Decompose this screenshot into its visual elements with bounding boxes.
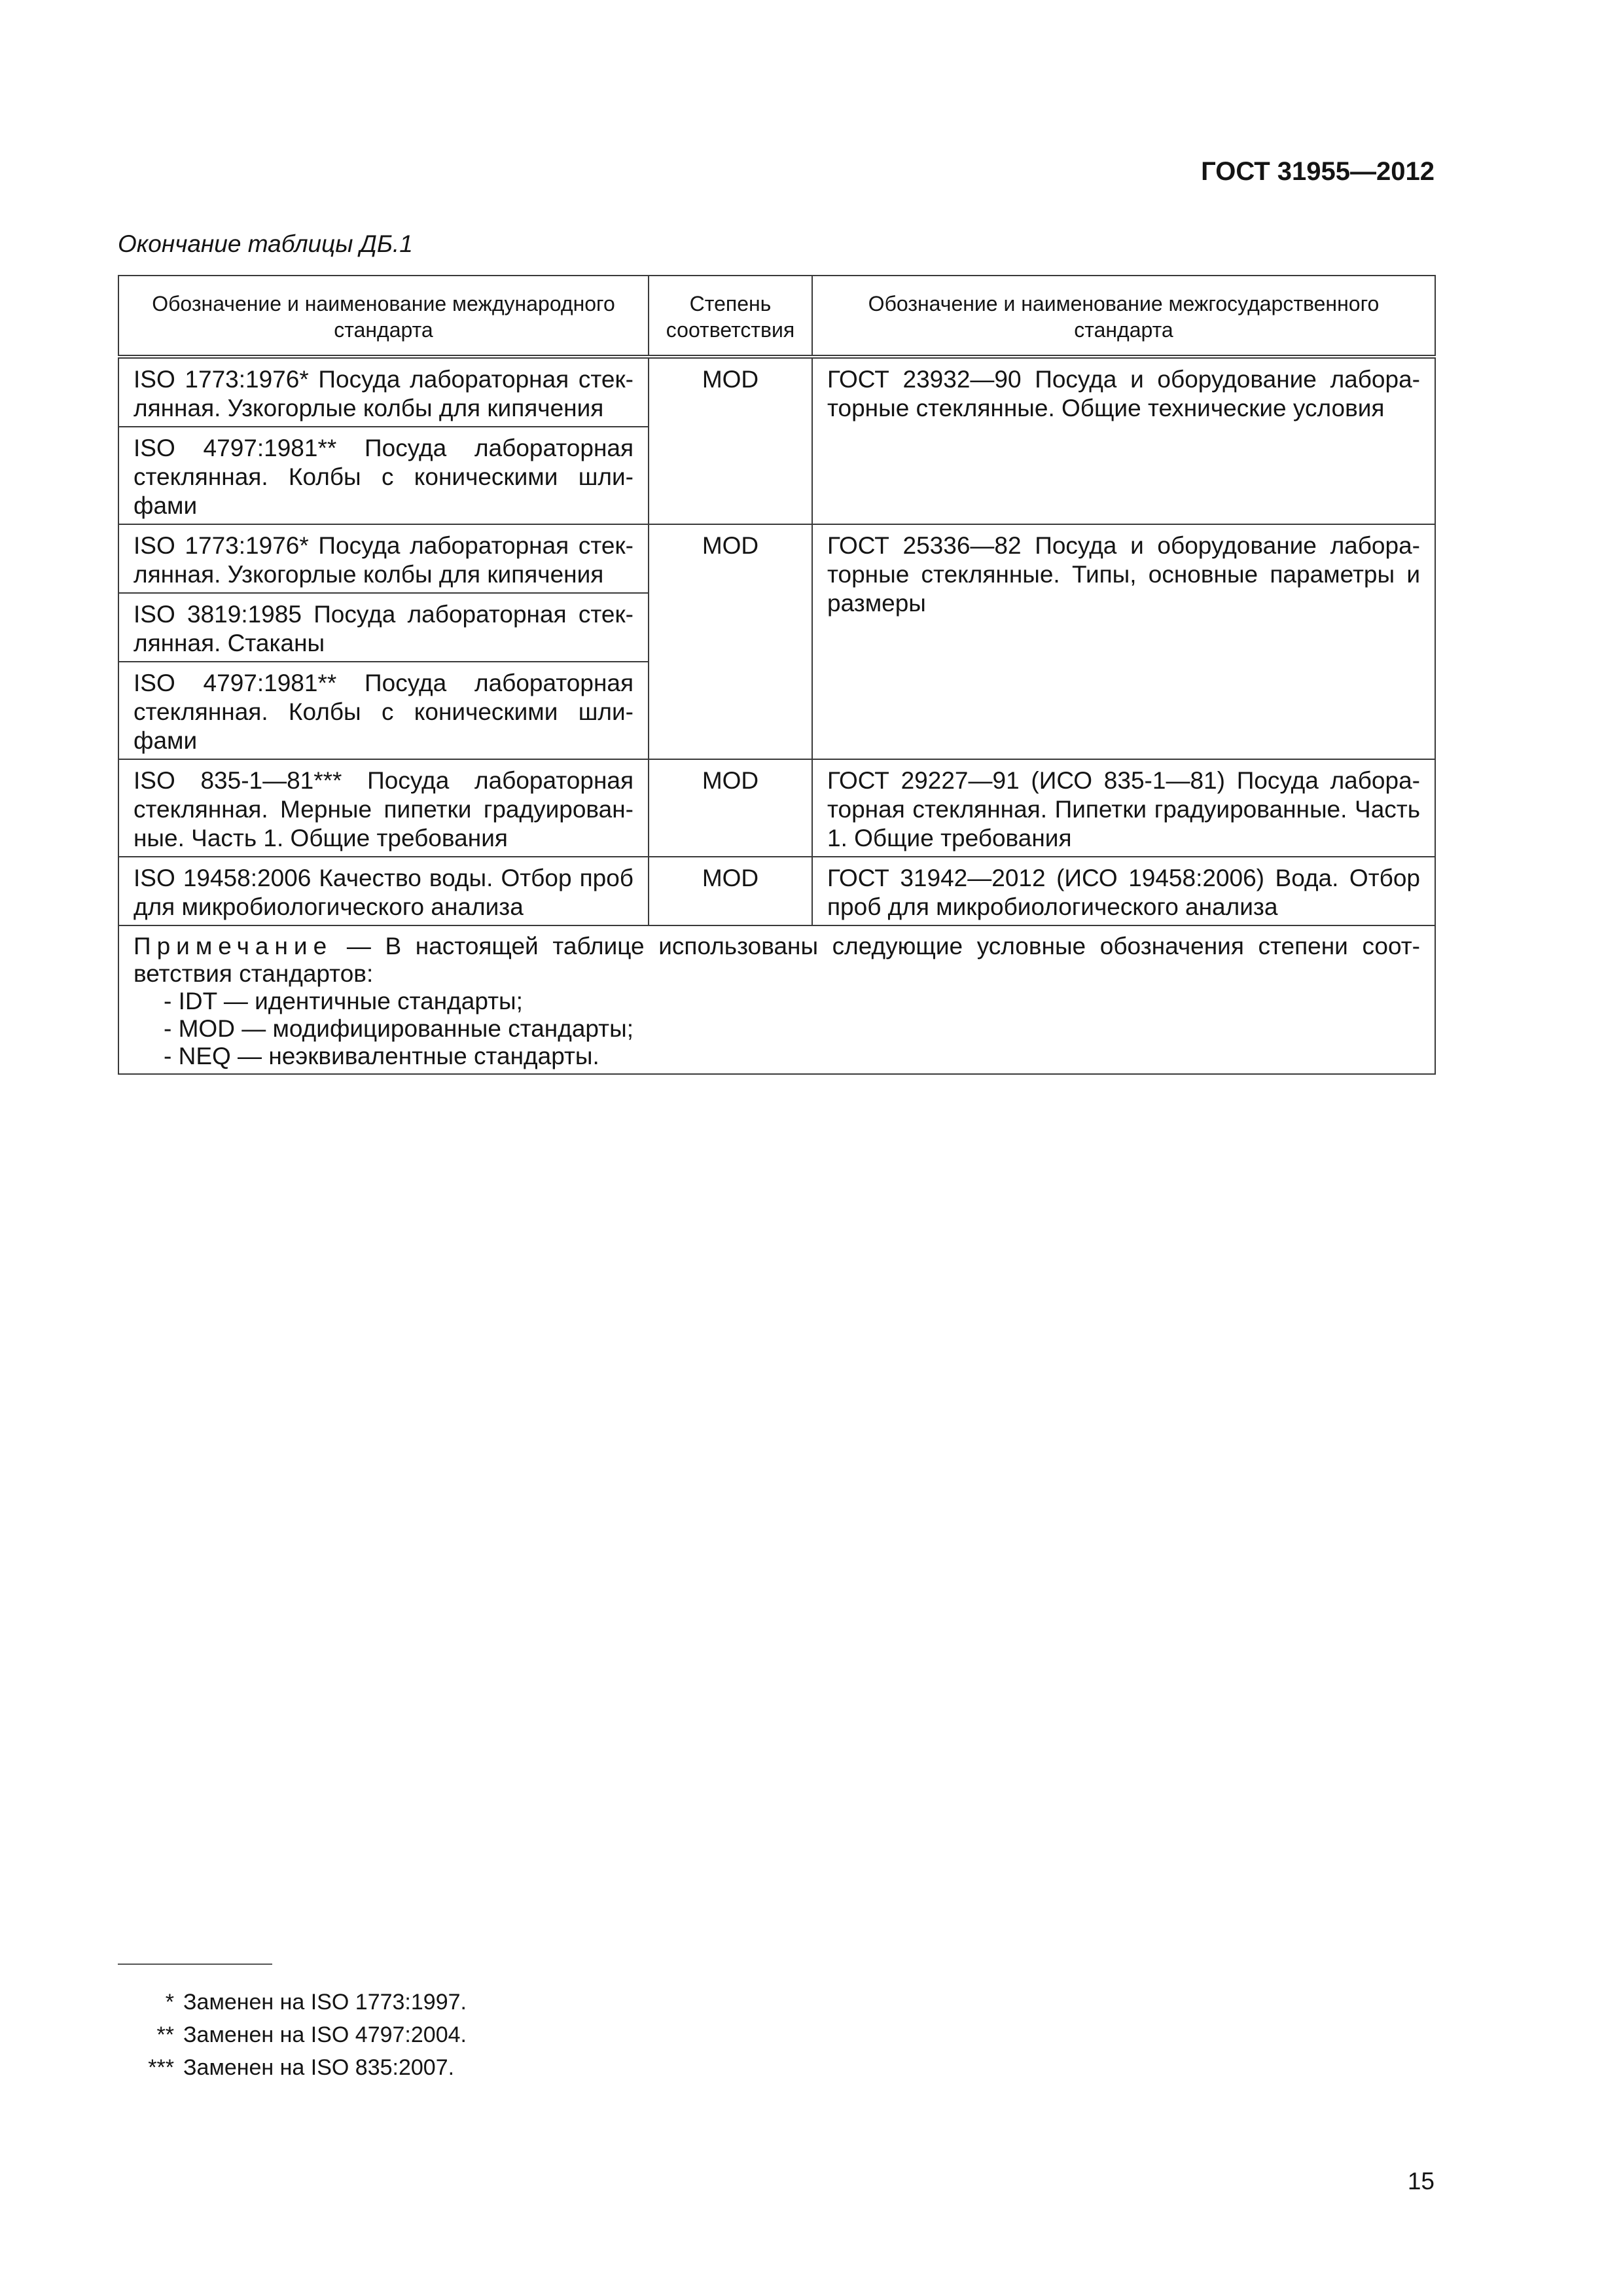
interstate-standard-cell: ГОСТ 29227—91 (ИСО 835-1—81) Посуда лабора-торная стеклянная. Пипетки градуированные. Часть 1. Общие требования: [812, 759, 1435, 857]
intl-standard-cell: ISO 1773:1976* Посуда лабораторная стек-лянная. Узкогорлые колбы для кипячения: [118, 357, 649, 427]
note-row: [118, 925, 1435, 1074]
note-list-item: - MOD — модифицированные стандарты;: [164, 1015, 633, 1042]
intl-standard-cell: ISO 4797:1981** Посуда лабораторная стеклянная. Колбы с коническими шли-фами: [118, 662, 649, 759]
footnote-text: Заменен на ISO 835:2007.: [183, 2055, 455, 2080]
header-interstate-standard: Обозначение и наименование межгосударственного стандарта: [812, 276, 1435, 357]
intl-standard-cell: ISO 19458:2006 Качество воды. Отбор проб для микробиологического анализа: [118, 857, 649, 925]
header-intl-standard: Обозначение и наименование международного стандарта: [118, 276, 649, 357]
table-row: [118, 857, 1435, 925]
interstate-standard-cell: ГОСТ 25336—82 Посуда и оборудование лабора-торные стеклянные. Типы, основные параметры и размеры: [812, 524, 1435, 759]
intl-standard-cell: ISO 4797:1981** Посуда лабораторная стеклянная. Колбы с коническими шли-фами: [118, 427, 649, 524]
table-caption: Окончание таблицы ДБ.1: [118, 230, 413, 257]
page-number: 15: [1407, 2168, 1435, 2195]
intl-standard-cell: ISO 1773:1976* Посуда лабораторная стек-лянная. Узкогорлые колбы для кипячения: [118, 524, 649, 593]
interstate-standard-cell: ГОСТ 31942—2012 (ИСО 19458:2006) Вода. Отбор проб для микробиологического анализа: [812, 857, 1435, 925]
intl-standard-cell: ISO 835-1—81*** Посуда лабораторная стеклянная. Мерные пипетки градуирован-ные. Часть 1. Общие требования: [118, 759, 649, 857]
footnote-text: Заменен на ISO 1773:1997.: [183, 1990, 467, 2015]
table-row: [118, 759, 1435, 857]
note-list-item: - NEQ — неэквивалентные стандарты.: [164, 1043, 599, 1069]
table-row: [118, 357, 1435, 427]
note-list-item: - IDT — идентичные стандарты;: [164, 988, 523, 1014]
degree-cell: MOD: [649, 857, 812, 925]
intl-standard-cell: ISO 3819:1985 Посуда лабораторная стек-лянная. Стаканы: [118, 593, 649, 662]
table-note: [118, 925, 1435, 1074]
footnote-separator: [118, 1964, 272, 1965]
table-row: [118, 524, 1435, 593]
footnote-mark: *: [165, 1990, 174, 2015]
note-text: — В настоящей таблице использованы следующие условные обозначения степени соот-ветствия стандартов:: [134, 933, 1420, 987]
footnote-mark: **: [156, 2022, 174, 2047]
header-degree: Степень соответствия: [649, 276, 812, 357]
degree-cell: MOD: [649, 357, 812, 524]
degree-cell: MOD: [649, 759, 812, 857]
document-code: ГОСТ 31955—2012: [1201, 157, 1435, 186]
table-header-row: [118, 276, 1435, 357]
interstate-standard-cell: ГОСТ 23932—90 Посуда и оборудование лабора-торные стеклянные. Общие технические условия: [812, 357, 1435, 524]
note-label: Примечание: [134, 933, 333, 960]
footnote-mark: ***: [148, 2055, 174, 2080]
footnote-text: Заменен на ISO 4797:2004.: [183, 2022, 467, 2047]
degree-cell: MOD: [649, 524, 812, 759]
standards-table: [118, 275, 1436, 1075]
